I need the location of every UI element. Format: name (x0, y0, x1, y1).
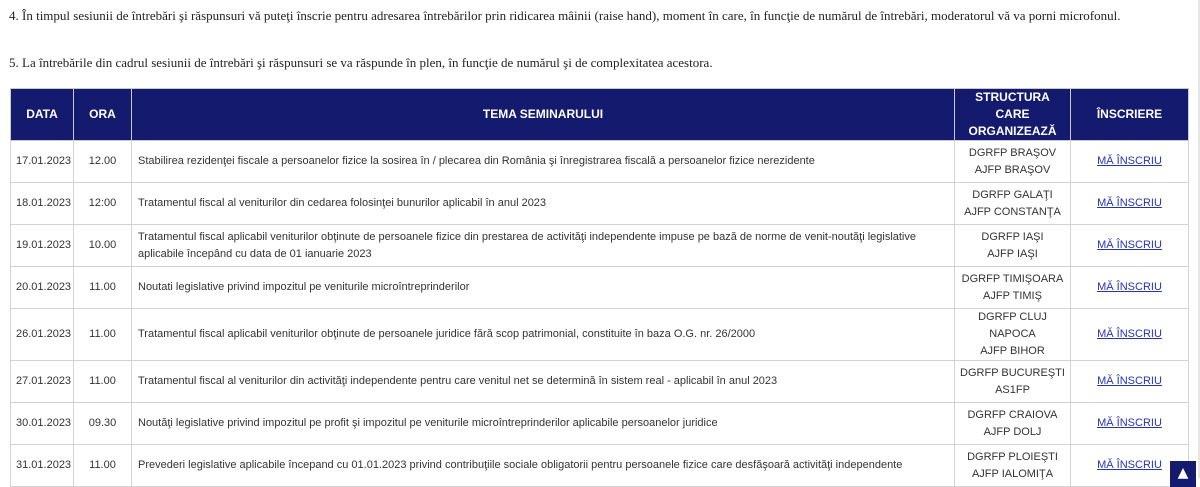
structura-line: AJFP BRAŞOV (974, 163, 1051, 176)
cell-inscriere (1071, 225, 1189, 267)
cell-ora: 11.00 (74, 309, 132, 361)
table-row (11, 183, 1189, 225)
arrow-up-icon: ▲ (1177, 465, 1189, 481)
structura-line: AJFP IAŞI (987, 247, 1038, 260)
structura-line: DGRFP TIMIŞOARA (961, 272, 1064, 285)
cell-ora: 11.00 (74, 267, 132, 309)
table-body (11, 141, 1189, 487)
cell-tema: Tratamentul fiscal al veniturilor din cedarea folosinţei bunurilor aplicabil în anul 2023 (132, 183, 955, 225)
cell-tema: Tratamentul fiscal al veniturilor din activităţi independente pentru care venitul net se determină în sistem real - aplicabil în anul 2023 (132, 361, 955, 403)
structura-line: AJFP IALOMIŢA (971, 467, 1054, 480)
cell-tema: Tratamentul fiscal aplicabil veniturilor obţinute de persoanele juridice fără scop patrimonial, constituite în baza O.G. nr. 26/2000 (132, 309, 955, 361)
cell-structura (955, 361, 1071, 403)
seminar-table (10, 88, 1189, 487)
register-link[interactable]: MĂ ÎNSCRIU (1097, 375, 1162, 387)
register-link[interactable]: MĂ ÎNSCRIU (1097, 197, 1162, 209)
structura-line: AS1FP (995, 383, 1030, 396)
table-row (11, 141, 1189, 183)
structura-line: AJFP DOLJ (983, 425, 1042, 438)
structura-line: DGRFP CLUJ (978, 311, 1047, 323)
cell-structura (955, 309, 1071, 361)
register-link[interactable]: MĂ ÎNSCRIU (1097, 459, 1162, 471)
table-row (11, 309, 1189, 361)
cell-data: 20.01.2023 (11, 267, 74, 309)
cell-ora: 09.30 (74, 403, 132, 445)
cell-inscriere (1071, 403, 1189, 445)
table-row (11, 267, 1189, 309)
cell-structura (955, 141, 1071, 183)
cell-data: 30.01.2023 (11, 403, 74, 445)
cell-data: 31.01.2023 (11, 445, 74, 487)
cell-structura (955, 403, 1071, 445)
cell-structura (955, 183, 1071, 225)
structura-line: DGRFP GALAŢI (972, 188, 1053, 201)
table-row (11, 403, 1189, 445)
cell-inscriere (1071, 361, 1189, 403)
structura-line: DGRFP CRAIOVA (967, 408, 1058, 421)
cell-data: 18.01.2023 (11, 183, 74, 225)
structura-line: NAPOCA (989, 328, 1036, 340)
structura-line: DGRFP BUCUREŞTI (960, 366, 1065, 379)
cell-tema: Stabilirea rezidenţei fiscale a persoanelor fizice la sosirea în / plecarea din România şi înregistrarea fiscală a persoanelor fizice nerezidente (132, 141, 955, 183)
register-link[interactable]: MĂ ÎNSCRIU (1097, 417, 1162, 429)
cell-structura (955, 445, 1071, 487)
cell-inscriere (1071, 183, 1189, 225)
structura-line: AJFP TIMIŞ (983, 289, 1042, 302)
header-ora: ORA (74, 89, 132, 141)
cell-inscriere (1071, 309, 1189, 361)
table-row (11, 225, 1189, 267)
cell-ora: 12.00 (74, 141, 132, 183)
cell-tema: Noutăţi legislative privind impozitul pe profit şi impozitul pe veniturile microîntreprinderilor aplicabile persoanelor juridice (132, 403, 955, 445)
cell-data: 17.01.2023 (11, 141, 74, 183)
structura-line: DGRFP IAŞI (981, 230, 1044, 243)
cell-tema: Noutati legislative privind impozitul pe veniturile microîntreprinderilor (132, 267, 955, 309)
register-link[interactable]: MĂ ÎNSCRIU (1097, 155, 1162, 167)
table-row (11, 361, 1189, 403)
register-link[interactable]: MĂ ÎNSCRIU (1097, 328, 1162, 340)
cell-data: 26.01.2023 (11, 309, 74, 361)
cell-tema: Prevederi legislative aplicabile începand cu 01.01.2023 privind contribuţiile sociale obligatorii pentru persoanele fizice care desfăşoară activităţi independente (132, 445, 955, 487)
table-header-row (11, 89, 1189, 141)
cell-ora: 12:00 (74, 183, 132, 225)
cell-data: 27.01.2023 (11, 361, 74, 403)
structura-line: AJFP BIHOR (980, 345, 1045, 357)
cell-ora: 11.00 (74, 445, 132, 487)
cell-structura (955, 267, 1071, 309)
cell-inscriere (1071, 141, 1189, 183)
table-row (11, 445, 1189, 487)
cell-inscriere (1071, 267, 1189, 309)
structura-line: AJFP CONSTANŢA (964, 205, 1061, 218)
structura-line: DGRFP BRAŞOV (968, 146, 1057, 159)
instruction-paragraph-5: 5. La întrebările din cadrul sesiunii de întrebări şi răspunsuri se va răspunde în plen, în funcţie de numărul şi de complexitatea acestora. (9, 55, 713, 70)
header-inscriere: ÎNSCRIERE (1071, 89, 1189, 141)
header-structura: STRUCTURA CARE ORGANIZEAZĂ (955, 89, 1071, 141)
scroll-to-top-button[interactable] (1170, 461, 1196, 487)
cell-tema: Tratamentul fiscal aplicabil veniturilor obţinute de persoanele fizice din prestarea de activităţi independente impuse pe bază de norme de venit-noutăţi legislative aplicabile începând cu data de 01 ianuarie 2023 (132, 225, 955, 267)
instruction-paragraph-4: 4. În timpul sesiunii de întrebări şi răspunsuri vă puteţi înscrie pentru adresarea întrebărilor prin ridicarea mâinii (raise hand), moment în care, în funcţie de numărul de întrebări, moderatorul vă va porni microfonul. (9, 8, 1121, 23)
register-link[interactable]: MĂ ÎNSCRIU (1097, 239, 1162, 251)
cell-ora: 11.00 (74, 361, 132, 403)
cell-structura (955, 225, 1071, 267)
register-link[interactable]: MĂ ÎNSCRIU (1097, 281, 1162, 293)
header-tema: TEMA SEMINARULUI (132, 89, 955, 141)
header-data: DATA (11, 89, 74, 141)
cell-data: 19.01.2023 (11, 225, 74, 267)
cell-ora: 10.00 (74, 225, 132, 267)
structura-line: DGRFP PLOIEŞTI (967, 450, 1058, 463)
